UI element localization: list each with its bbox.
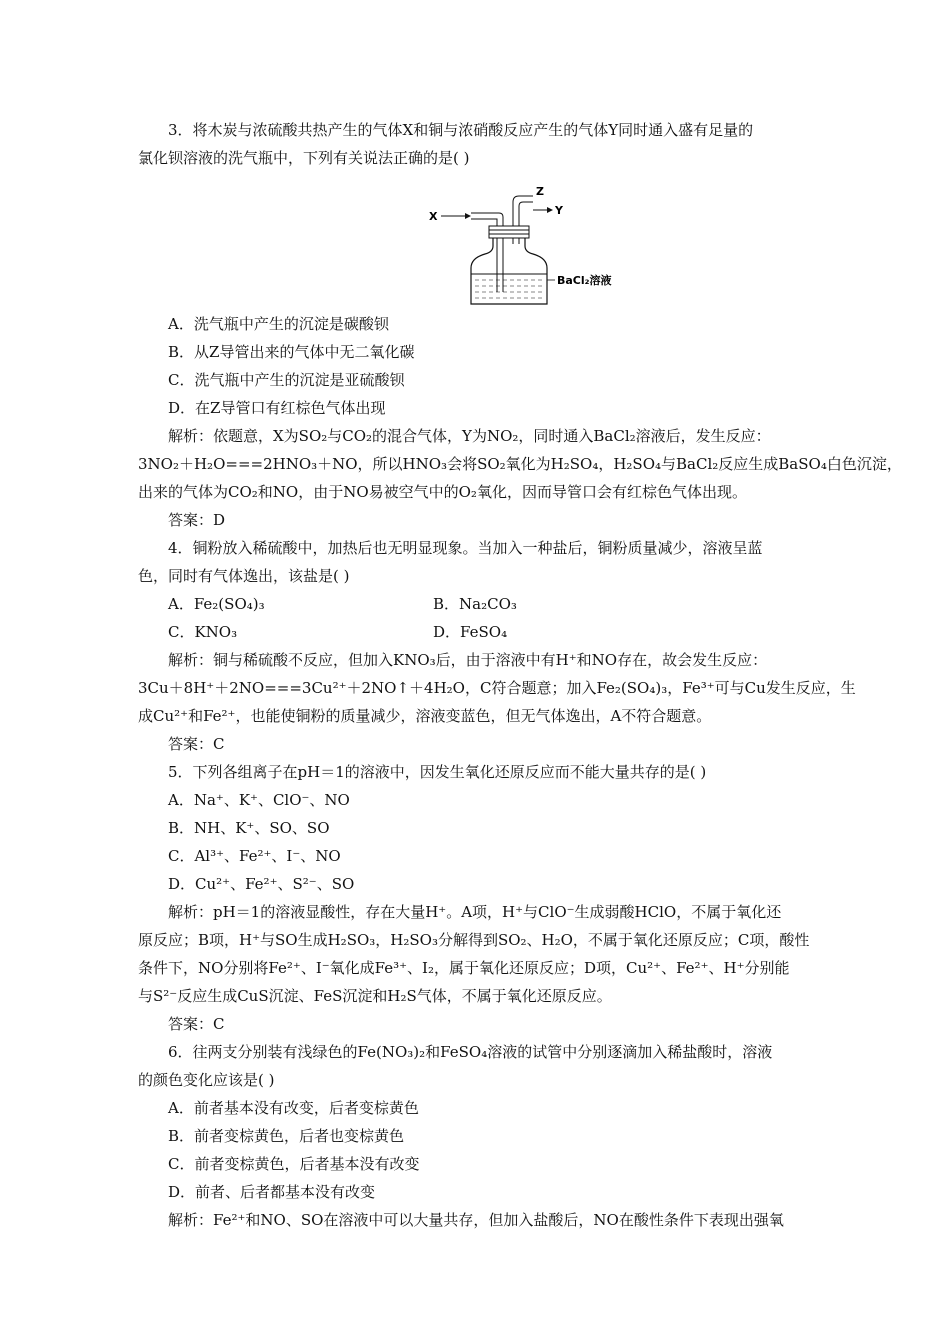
label-z: Z: [536, 185, 544, 198]
q3-option-d: D．在Z导管口有红棕色气体出现: [168, 399, 386, 417]
q4-analysis-line-3: 成Cu²⁺和Fe²⁺，也能使铜粉的质量减少，溶液变蓝色，但无气体逸出，A不符合题意。: [138, 707, 712, 725]
q3-option-b: B．从Z导管出来的气体中无二氧化碳: [168, 343, 415, 361]
q5-option-d: D．Cu²⁺、Fe²⁺、S²⁻、SO: [168, 875, 355, 893]
q5-option-c: C．Al³⁺、Fe²⁺、I⁻、NO: [168, 847, 341, 865]
q4-options-row-1: [138, 590, 838, 618]
q3-option-a: A．洗气瓶中产生的沉淀是碳酸钡: [168, 315, 389, 333]
q6-stem-line-2: 的颜色变化应该是( ): [138, 1071, 275, 1089]
q5-analysis-line-2: 原反应；B项，H⁺与SO生成H₂SO₃，H₂SO₃分解得到SO₂、H₂O，不属于氧化还原反应；C项，酸性: [138, 931, 810, 949]
q5-option-a: A．Na⁺、K⁺、ClO⁻、NO: [168, 791, 350, 809]
q4-analysis-line-2: 3Cu＋8H⁺＋2NO===3Cu²⁺＋2NO↑＋4H₂O，C符合题意；加入Fe₂(SO₄)₃，Fe³⁺可与Cu发生反应，生: [138, 679, 856, 697]
q6-option-a: A．前者基本没有改变，后者变棕黄色: [168, 1099, 419, 1117]
q3-stem-line-1: 3．将木炭与浓硫酸共热产生的气体X和铜与浓硝酸反应产生的气体Y同时通入盛有足量的: [168, 121, 754, 139]
q3-analysis-line-3: 出来的气体为CO₂和NO，由于NO易被空气中的O₂氧化，因而导管口会有红棕色气体出现。: [138, 483, 747, 501]
label-x: X: [429, 210, 438, 223]
document-page: [138, 116, 902, 1234]
gas-washing-bottle-diagram: [423, 174, 612, 304]
label-y: Y: [555, 204, 563, 217]
q3-stem-line-2: 氯化钡溶液的洗气瓶中，下列有关说法正确的是( ): [138, 149, 470, 167]
label-bacl2-solution: BaCl₂溶液: [557, 274, 612, 287]
q5-analysis-line-3: 条件下，NO分别将Fe²⁺、I⁻氧化成Fe³⁺、I₂，属于氧化还原反应；D项，Cu²⁺、Fe²⁺、H⁺分别能: [138, 959, 790, 977]
q6-option-b: B．前者变棕黄色，后者也变棕黄色: [168, 1127, 405, 1145]
q3-analysis-line-2: 3NO₂＋H₂O===2HNO₃＋NO，所以HNO₃会将SO₂氧化为H₂SO₄，H₂SO₄与BaCl₂反应生成BaSO₄白色沉淀，: [138, 455, 902, 473]
q3-analysis-line-1: 解析：依题意，X为SO₂与CO₂的混合气体，Y为NO₂，同时通入BaCl₂溶液后，发生反应：: [168, 427, 771, 445]
q5-option-b: B．NH、K⁺、SO、SO: [168, 819, 330, 837]
q4-option-d: D．FeSO₄: [433, 623, 508, 641]
q6-stem-line-1: 6．往两支分别装有浅绿色的Fe(NO₃)₂和FeSO₄溶液的试管中分别逐滴加入稀盐酸时，溶液: [168, 1043, 773, 1061]
q5-analysis-line-1: 解析：pH＝1的溶液显酸性，存在大量H⁺。A项，H⁺与ClO⁻生成弱酸HClO，不属于氧化还: [168, 903, 782, 921]
q5-analysis-line-4: 与S²⁻反应生成CuS沉淀、FeS沉淀和H₂S气体，不属于氧化还原反应。: [138, 987, 612, 1005]
q4-options-row-2: [138, 618, 838, 646]
q4-stem-line-1: 4．铜粉放入稀硫酸中，加热后也无明显现象。当加入一种盐后，铜粉质量减少，溶液呈蓝: [168, 539, 763, 557]
q3-answer: 答案：D: [168, 511, 226, 529]
q5-answer: 答案：C: [168, 1015, 225, 1033]
q6-analysis-line-1: 解析：Fe²⁺和NO、SO在溶液中可以大量共存，但加入盐酸后，NO在酸性条件下表现出强氧: [168, 1211, 784, 1229]
q5-stem: 5．下列各组离子在pH＝1的溶液中，因发生氧化还原反应而不能大量共存的是( ): [168, 763, 707, 781]
q6-option-d: D．前者、后者都基本没有改变: [168, 1183, 376, 1201]
q3-option-c: C．洗气瓶中产生的沉淀是亚硫酸钡: [168, 371, 405, 389]
q4-answer: 答案：C: [168, 735, 225, 753]
q4-option-b: B．Na₂CO₃: [433, 595, 517, 613]
q4-option-a: A．Fe₂(SO₄)₃: [168, 595, 265, 613]
q4-option-c: C．KNO₃: [168, 623, 238, 641]
q4-stem-line-2: 色，同时有气体逸出，该盐是( ): [138, 567, 350, 585]
q6-option-c: C．前者变棕黄色，后者基本没有改变: [168, 1155, 420, 1173]
q4-analysis-line-1: 解析：铜与稀硫酸不反应，但加入KNO₃后，由于溶液中有H⁺和NO存在，故会发生反应：: [168, 651, 768, 669]
gas-washing-bottle-figure: [138, 172, 838, 310]
